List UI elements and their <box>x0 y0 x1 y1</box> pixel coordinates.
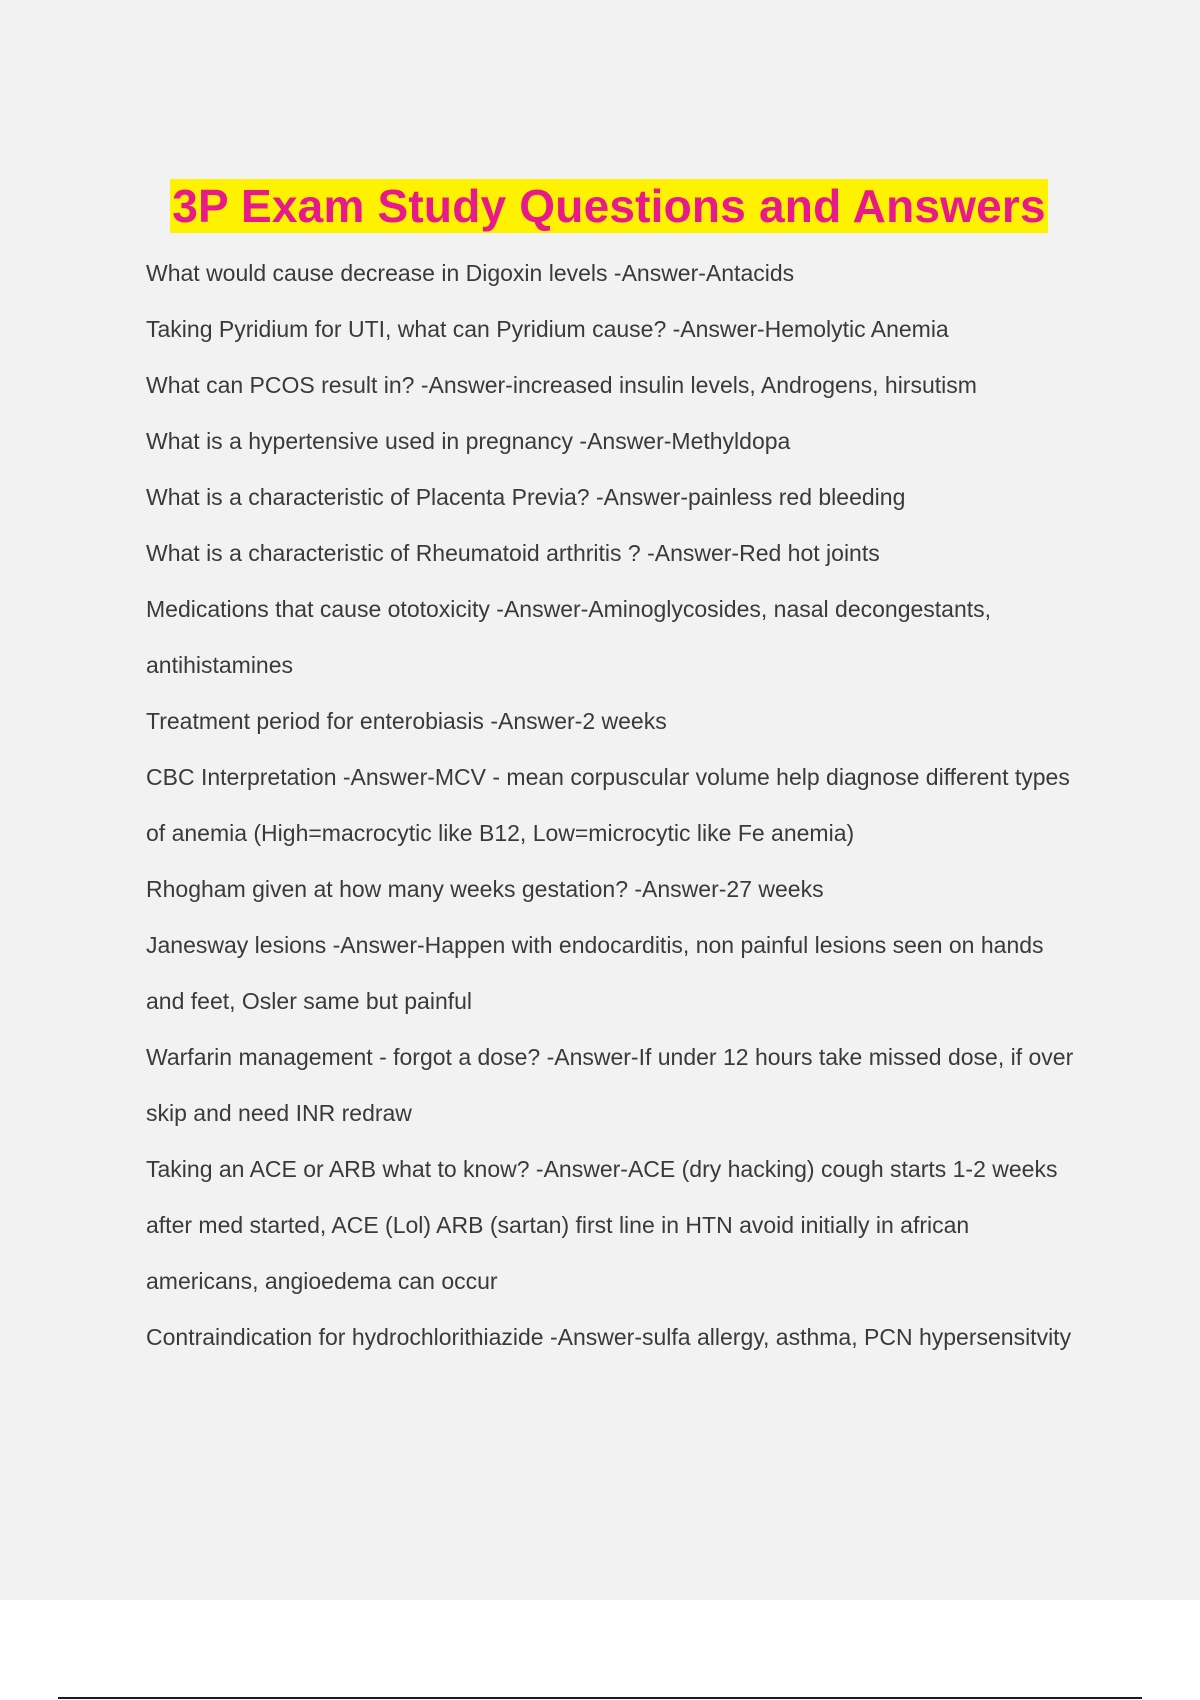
qa-item: Rhogham given at how many weeks gestation? -Answer-27 weeks <box>146 876 824 902</box>
qa-item: What is a hypertensive used in pregnancy -Answer-Methyldopa <box>146 428 791 454</box>
qa-item: Warfarin management - forgot a dose? -Answer-If under 12 hours take missed dose, if over skip and need INR redraw <box>146 1044 1074 1126</box>
qa-list <box>146 245 1086 1365</box>
qa-item: What is a characteristic of Placenta Previa? -Answer-painless red bleeding <box>146 484 906 510</box>
qa-item: Treatment period for enterobiasis -Answer-2 weeks <box>146 708 667 734</box>
qa-item: Janesway lesions -Answer-Happen with endocarditis, non painful lesions seen on hands and feet, Osler same but painful <box>146 932 1044 1014</box>
qa-item: Contraindication for hydrochlorithiazide -Answer-sulfa allergy, asthma, PCN hypersensitvity <box>146 1324 1072 1350</box>
qa-item: Taking an ACE or ARB what to know? -Answer-ACE (dry hacking) cough starts 1-2 weeks after med started, ACE (Lol) ARB (sartan) first line in HTN avoid initially in african americans, angioedema can occur <box>146 1156 1058 1294</box>
document-title: 3P Exam Study Questions and Answers <box>172 179 1046 232</box>
qa-item: What is a characteristic of Rheumatoid arthritis ? -Answer-Red hot joints <box>146 540 880 566</box>
footer-divider <box>58 1697 1142 1699</box>
qa-item: Medications that cause ototoxicity -Answer-Aminoglycosides, nasal decongestants, antihistamines <box>146 596 992 678</box>
qa-item: What can PCOS result in? -Answer-increased insulin levels, Androgens, hirsutism <box>146 372 977 398</box>
qa-item: Taking Pyridium for UTI, what can Pyridium cause? -Answer-Hemolytic Anemia <box>146 316 949 342</box>
qa-item: What would cause decrease in Digoxin levels -Answer-Antacids <box>146 260 795 286</box>
qa-item: CBC Interpretation -Answer-MCV - mean corpuscular volume help diagnose different types of anemia (High=macrocytic like B12, Low=microcytic like Fe anemia) <box>146 764 1070 846</box>
